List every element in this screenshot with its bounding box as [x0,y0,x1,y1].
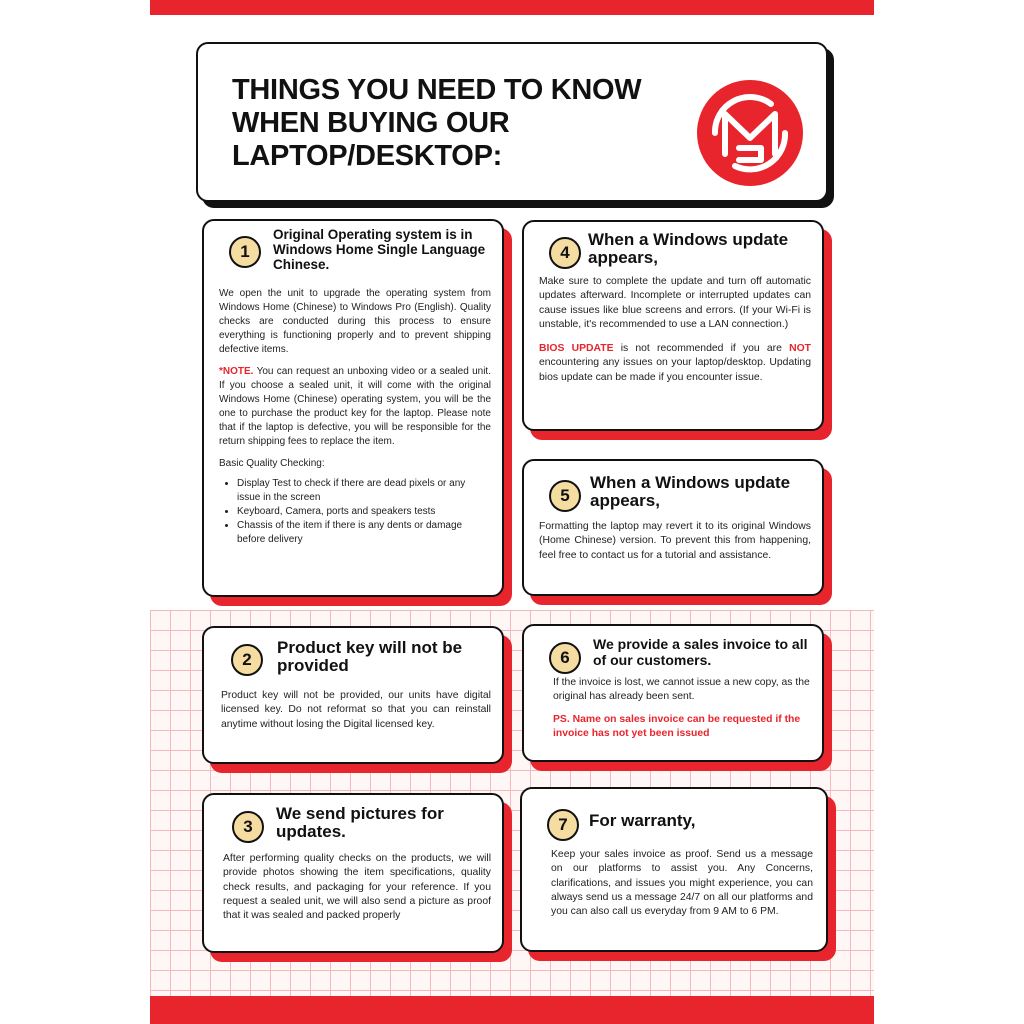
card-6-body-wrap [553,676,811,741]
bios-not: NOT [789,343,811,355]
card-3 [202,793,504,953]
card-4-heading: When a Windows update appears, [588,230,789,267]
checklist-title: Basic Quality Checking: [219,458,325,469]
page-title: THINGS YOU NEED TO KNOW WHEN BUYING OUR LAPTOP/DESKTOP: [232,74,642,172]
brand-logo-icon [695,78,805,188]
card-1-heading: Original Operating system is in Windows Home Single Language Chinese. [273,227,486,272]
card-7 [520,787,828,952]
card-1 [202,219,504,597]
card-2-heading: Product key will not be provided [277,638,463,675]
card-4-body [539,275,811,385]
bios-text: encountering any issues on your laptop/desktop. Updating bios update can be made if you encounter issue. [539,357,811,383]
invoice-ps-note: PS. Name on sales invoice can be requested if the invoice has not yet been issued [553,713,801,739]
bios-text: is not recommended if you are [613,343,790,355]
top-red-bar [150,0,874,15]
card-7-body: Keep your sales invoice as proof. Send us a message on our platforms to assist you. Any Concerns, clarifications, and issues you might experience, you can always send us a message 24/7 on all our platforms and you can also call us everyday from 9 AM to 6 PM. [551,849,813,918]
note-label: *NOTE. [219,366,254,377]
step-number-badge: 4 [549,237,581,269]
card-5-heading: When a Windows update appears, [590,473,791,510]
step-number-badge: 1 [229,236,261,268]
card-6-body: If the invoice is lost, we cannot issue a new copy, as the original has already been sent. [553,677,810,703]
card-2-body: Product key will not be provided, our units have digital licensed key. Do not reformat so that you can reinstall anytime without losing the Digital licensed key. [221,690,491,730]
card-6 [522,624,824,762]
quality-checklist [219,477,491,547]
card-1-body [219,287,491,547]
step-number-badge: 3 [232,811,264,843]
card-1-note [219,365,491,449]
title-box [196,42,828,202]
checklist-item: • Chassis of the item if there is any dents or damage before delivery [237,519,491,547]
bios-label: BIOS UPDATE [539,343,614,355]
card-4-paragraph: Make sure to complete the update and turn off automatic updates afterward. Incomplete or interrupted updates can cause issues like blue screens and errors. (If your Wi-Fi is unstable, it's recommended to use a LAN connection.) [539,276,811,330]
checklist-item: • Display Test to check if there are dead pixels or any issue in the screen [237,477,491,505]
card-4 [522,220,824,431]
note-text: You can request an unboxing video or a sealed unit. If you choose a sealed unit, it will come with the original Windows Home (Chinese) operating system, you will be the one to purchase the product key for the laptop. Please note that if the laptop is defective, you will be responsible for the return shipping fees to replace the item. [219,366,491,447]
step-number-badge: 6 [549,642,581,674]
bottom-red-bar [150,996,874,1024]
card-5-body: Formatting the laptop may revert it to its original Windows (Home Chinese) version. To prevent this from happening, feel free to contact us for a tutorial and assistance. [539,521,811,561]
poster [150,0,874,1024]
bios-update-note [539,342,811,385]
card-1-paragraph: We open the unit to upgrade the operating system from Windows Home (Chinese) to Windows Pro (English). Quality checks are conducted during this process to ensure everything is functioning properly and to prevent shipping defective items. [219,288,491,355]
card-6-heading: We provide a sales invoice to all of our customers. [593,636,808,668]
card-7-heading: For warranty, [589,811,696,830]
card-3-body: After performing quality checks on the products, we will provide photos showing the item specifications, quality check results, and packaging for your reference. If you request a sealed unit, we will also send a picture as proof that it was sealed and packed properly [223,853,491,922]
card-3-heading: We send pictures for updates. [276,804,444,841]
step-number-badge: 2 [231,644,263,676]
checklist-item: • Keyboard, Camera, ports and speakers tests [237,505,491,519]
card-5 [522,459,824,596]
card-2 [202,626,504,764]
step-number-badge: 7 [547,809,579,841]
step-number-badge: 5 [549,480,581,512]
